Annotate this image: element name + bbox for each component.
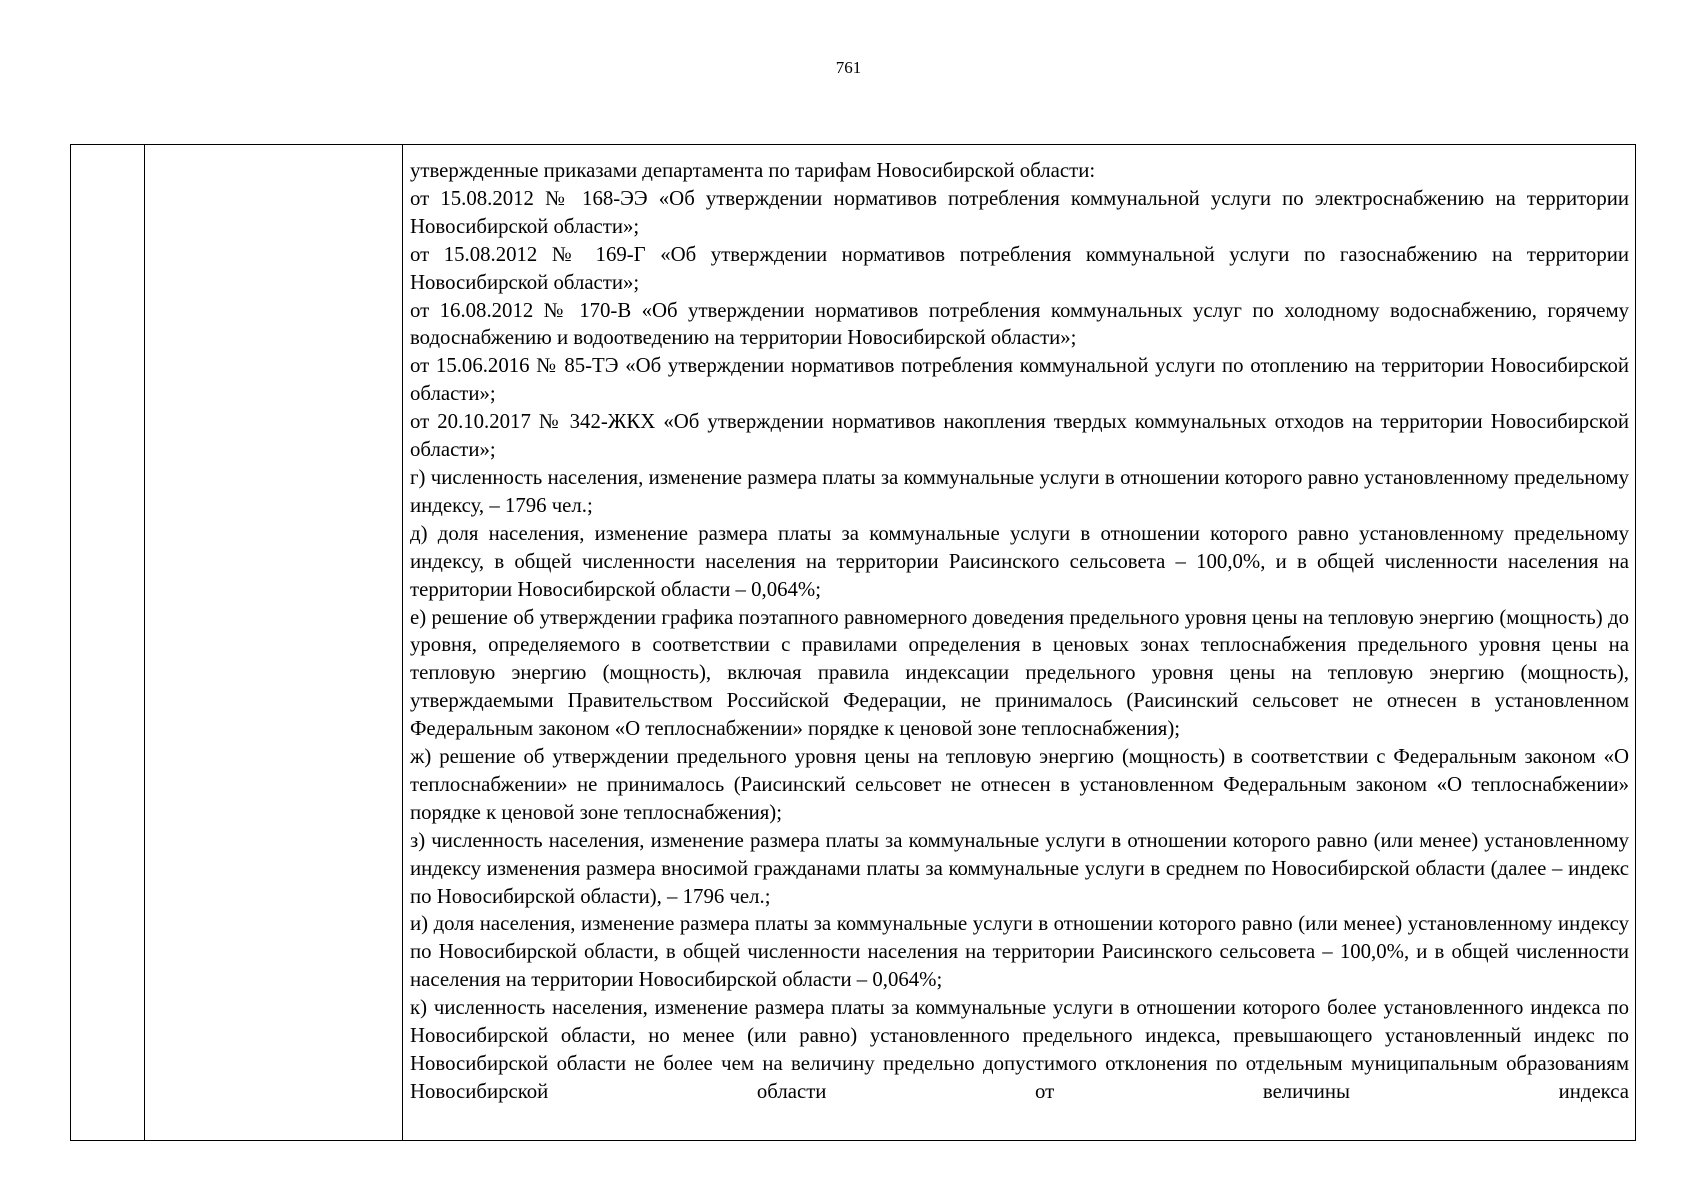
content-paragraph: г) численность населения, изменение размера платы за коммунальные услуги в отношении которого равно установленному предельному индексу, – 1796 чел.; bbox=[410, 465, 1629, 517]
table-cell-name bbox=[145, 145, 403, 1140]
table-cell-content bbox=[403, 145, 1635, 1140]
content-paragraph: от 15.06.2016 № 85-ТЭ «Об утверждении нормативов потребления коммунальной услуги по отоплению на территории Новосибирской области»; bbox=[410, 354, 1629, 406]
content-paragraph: от 15.08.2012 № 168-ЭЭ «Об утверждении нормативов потребления коммунальной услуги по электроснабжению на территории Новосибирской области»; bbox=[410, 186, 1629, 238]
content-paragraph: е) решение об утверждении графика поэтапного равномерного доведения предельного уровня цены на тепловую энергию (мощность) до уровня, определяемого в соответствии с правилами определения в ценовых зонах теплоснабжения предельного уровня цены на тепловую энергию (мощность), включая правила индексации предельного уровня цены на тепловую энергию (мощность), утверждаемыми Правительством Российской Федерации, не принималось (Раисинский сельсовет не отнесен в установленном Федеральным законом «О теплоснабжении» порядке к ценовой зоне теплоснабжения); bbox=[410, 605, 1629, 741]
content-paragraph: ж) решение об утверждении предельного уровня цены на тепловую энергию (мощность) в соответствии с Федеральным законом «О теплоснабжении» не принималось (Раисинский сельсовет не отнесен в установленном Федеральным законом «О теплоснабжении» порядке к ценовой зоне теплоснабжения); bbox=[410, 745, 1629, 824]
content-paragraph: от 15.08.2012 № 169-Г «Об утверждении нормативов потребления коммунальной услуги по газоснабжению на территории Новосибирской области»; bbox=[410, 242, 1629, 294]
content-paragraph: д) доля населения, изменение размера платы за коммунальные услуги в отношении которого равно установленному предельному индексу, в общей численности населения на территории Раисинского сельсовета – 100,0%, и в общей численности населения на территории Новосибирской области – 0,064%; bbox=[410, 521, 1629, 601]
page-number: 761 bbox=[835, 58, 862, 77]
content-paragraph: к) численность населения, изменение размера платы за коммунальные услуги в отношении которого более установленного индекса по Новосибирской области, но менее (или равно) установленного предельного индекса, превышающего установленный индекс по Новосибирской области не более чем на величину предельно допустимого отклонения по отдельным муниципальным образованиям Новосибирской области от величины индекса bbox=[410, 996, 1629, 1103]
document-table bbox=[70, 144, 1636, 1141]
content-paragraph: утвержденные приказами департамента по тарифам Новосибирской области: bbox=[410, 159, 1096, 182]
content-paragraph: и) доля населения, изменение размера платы за коммунальные услуги в отношении которого равно (или менее) установленному индексу по Новосибирской области, в общей численности населения на территории Раисинского сельсовета – 100,0%, и в общей численности населения на территории Новосибирской области – 0,064%; bbox=[410, 912, 1629, 992]
content-paragraph: от 20.10.2017 № 342-ЖКХ «Об утверждении нормативов накопления твердых коммунальных отходов на территории Новосибирской области»; bbox=[410, 410, 1629, 462]
table-cell-number bbox=[71, 145, 145, 1140]
content-paragraph: з) численность населения, изменение размера платы за коммунальные услуги в отношении которого равно (или менее) установленному индексу изменения размера вносимой гражданами платы за коммунальные услуги в среднем по Новосибирской области (далее – индекс по Новосибирской области), – 1796 чел.; bbox=[410, 828, 1629, 908]
content-paragraph: от 16.08.2012 № 170-В «Об утверждении нормативов потребления коммунальных услуг по холодному водоснабжению, горячему водоснабжению и водоотведению на территории Новосибирской области»; bbox=[410, 298, 1629, 350]
